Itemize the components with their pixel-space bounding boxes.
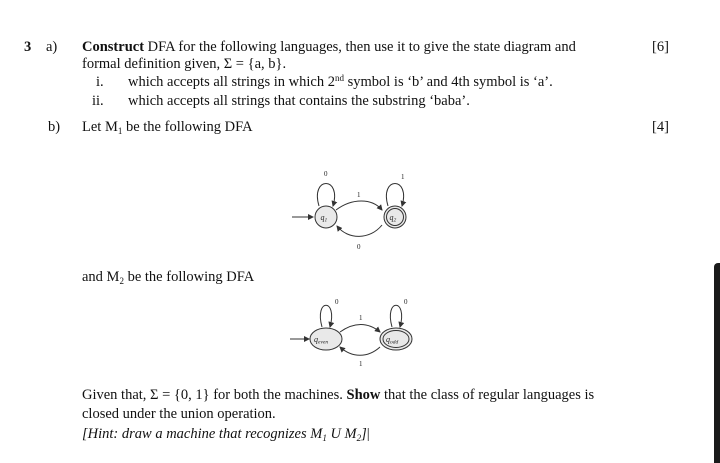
item-i-pre: which accepts all strings in which 2 [128,74,335,90]
m1-q2-loop-label: 1 [401,173,405,181]
marks-a: [6] [652,39,669,55]
construct-keyword: Construct [82,39,145,55]
hint-sub-1: 1 [322,433,327,443]
m2-edge-even-odd-label: 1 [359,314,363,322]
hint-post: ] [361,426,367,442]
vertical-scrollbar[interactable] [714,263,720,463]
text-cursor: | [366,426,370,442]
m2-edge-even-odd [340,325,380,333]
m1-state-q1-label: q1 [320,213,328,224]
m2-edge-odd-even [340,347,380,355]
part-b-sub: 1 [117,126,123,136]
hint-sub-2: 2 [356,433,362,443]
m2-state-even-label: qeven [314,335,329,346]
part-b-pre: Let M [82,119,118,135]
part-a-line-2: formal definition given, Σ = {a, b}. [82,56,287,72]
part-a-text: DFA for the following languages, then use it to give the state diagram and [144,39,576,55]
m2-state-odd-label: qodd [386,335,399,346]
part-a-line-1 [82,38,576,56]
given-pre: Given that, Σ = {0, 1} for both the machines. [82,387,347,403]
hint-pre: [Hint: draw a machine that recognizes M [82,426,323,442]
m2-odd-loop [390,305,401,327]
item-i-post: symbol is ‘b’ and 4th symbol is ‘a’. [343,74,553,90]
given-post: that the class of regular languages is [380,387,595,403]
part-b-text [82,118,253,136]
m1-state-q2-label: q2 [389,213,397,224]
item-i-text [128,73,553,91]
m1-q1-loop [317,184,334,207]
given-line-2: closed under the union operation. [82,406,276,422]
question-number: 3 [24,39,32,55]
show-keyword: Show [346,387,381,403]
m1-q2-loop [386,184,403,207]
part-b-label: b) [48,119,61,135]
m2-post: be the following DFA [123,269,255,285]
m2-pre: and M [82,269,120,285]
part-b-post: be the following DFA [122,119,253,135]
item-ii-text: which accepts all strings that contains the substring ‘baba’. [128,93,470,109]
item-ii-number: ii. [92,93,104,109]
m2-sub: 2 [119,276,124,286]
m1-q1-loop-label: 0 [324,170,328,178]
item-i-sup: nd [334,73,344,83]
m1-edge-q1-q2-label: 1 [357,191,361,199]
m2-even-loop [320,305,331,327]
marks-b: [4] [652,119,669,135]
m2-intro-text [82,268,254,286]
given-line-1 [82,386,594,404]
m2-even-loop-label: 0 [335,298,339,306]
dfa-m2-diagram [282,292,432,372]
item-i-number: i. [96,74,104,90]
m1-edge-q2-q1 [337,225,382,236]
hint-mid: U M [326,426,357,442]
m1-edge-q2-q1-label: 0 [357,243,361,251]
m2-edge-odd-even-label: 1 [359,360,363,368]
m1-edge-q1-q2 [336,201,382,210]
m2-odd-loop-label: 0 [404,298,408,306]
hint-text [82,425,370,443]
dfa-m1-diagram [282,168,422,256]
part-a-label: a) [46,39,58,55]
